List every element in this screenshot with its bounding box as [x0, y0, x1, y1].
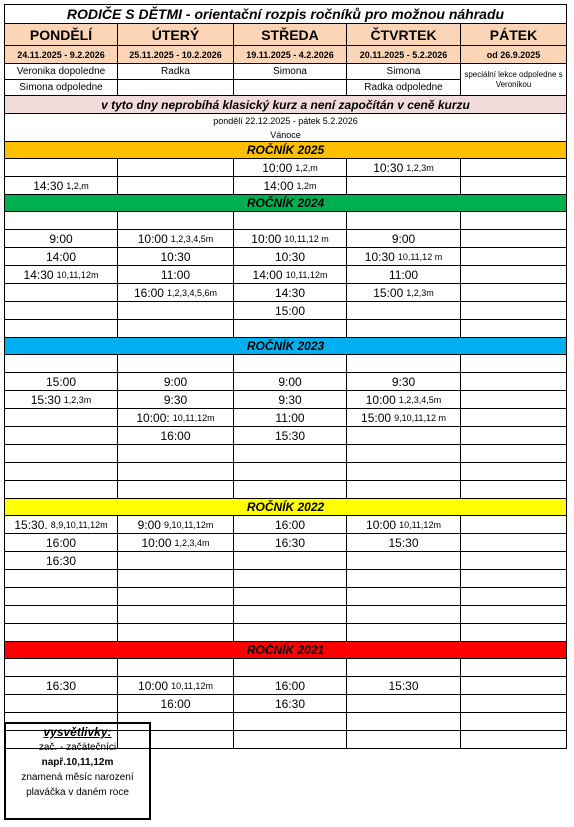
time-slot: [5, 355, 118, 373]
time-slot: [118, 159, 234, 177]
slot-time: 14:30: [274, 285, 306, 300]
time-slot: [347, 588, 461, 606]
slot-months: 1,2,3,4,5,6m: [166, 287, 218, 298]
slot-time: 9:30: [163, 392, 188, 407]
slot-time: 9:00: [278, 374, 302, 389]
time-slot: [347, 552, 461, 570]
time-slot: [347, 409, 461, 427]
slot-months: 1,2,3m: [63, 394, 92, 405]
time-slot: [461, 713, 566, 731]
time-slot: [347, 373, 461, 391]
time-slot: [234, 427, 347, 445]
slot-time: 14:30: [23, 267, 54, 282]
slot-time: 11:00: [160, 267, 191, 282]
holiday-name: Vánoce: [5, 128, 566, 142]
time-slot: [5, 659, 118, 677]
time-slot: [234, 445, 347, 463]
slot-months: 9,10,11,12m: [163, 519, 214, 530]
slot-months: 1,2,3,4m: [174, 537, 210, 548]
time-slot: [461, 570, 566, 588]
time-slot: [234, 355, 347, 373]
time-slot: [347, 606, 461, 624]
time-slot: [5, 248, 118, 266]
time-slot: [461, 373, 566, 391]
time-slot: [347, 159, 461, 177]
time-slot: [461, 427, 566, 445]
time-slot: [5, 677, 118, 695]
time-slot: [118, 624, 234, 642]
slot-time: 14:00: [263, 178, 294, 193]
slot-months: 10,11,12m: [172, 412, 215, 423]
time-slot: [461, 677, 566, 695]
time-slot: [234, 570, 347, 588]
time-slot: [234, 695, 347, 713]
slot-time: 14:30: [33, 178, 64, 193]
time-slot: [5, 230, 118, 248]
time-slot: [5, 266, 118, 284]
slot-months: 1,2,3m: [406, 287, 434, 298]
time-slot: [234, 552, 347, 570]
time-slot: [461, 659, 566, 677]
time-slot: [118, 230, 234, 248]
slot-time: 10:00: [138, 678, 169, 693]
day-header-wednesday: STŘEDA: [234, 24, 347, 46]
time-slot: [5, 445, 118, 463]
time-slot: [347, 391, 461, 409]
time-slot: [118, 302, 234, 320]
slot-time: 9:00: [49, 231, 73, 246]
time-slot: [118, 516, 234, 534]
time-slot: [5, 284, 118, 302]
slot-months: 8,9,10,11,12m: [50, 519, 108, 530]
time-slot: [118, 409, 234, 427]
time-slot: [118, 427, 234, 445]
time-slot: [461, 481, 566, 499]
time-slot: [461, 159, 566, 177]
time-slot: [234, 659, 347, 677]
slot-time: 16:00: [45, 535, 77, 550]
time-slot: [118, 534, 234, 552]
slot-time: 11:00: [388, 267, 419, 282]
time-slot: [234, 320, 347, 338]
time-slot: [234, 588, 347, 606]
slot-time: 14:00: [252, 267, 283, 282]
instructor-cell: Radka: [118, 64, 234, 80]
time-slot: [234, 409, 347, 427]
time-slot: [118, 695, 234, 713]
slot-time: 9:30: [278, 392, 302, 407]
slot-time: 10:00: [366, 517, 397, 532]
legend-title: vysvětlivky:: [43, 725, 112, 739]
slot-time: 10:30: [274, 249, 306, 264]
slot-months: 10,11,12 m: [284, 233, 329, 244]
slot-time: 16:30: [274, 696, 306, 711]
time-slot: [461, 409, 566, 427]
time-slot: [461, 552, 566, 570]
day-header-thursday: ČTVRTEK: [347, 24, 461, 46]
time-slot: [461, 606, 566, 624]
slot-time: 15:30: [274, 428, 306, 443]
time-slot: [118, 570, 234, 588]
year-header: ROČNÍK 2025: [5, 142, 566, 159]
slot-months: 10,11,12 m: [397, 251, 443, 262]
slot-time: 15:30: [388, 535, 419, 550]
time-slot: [347, 212, 461, 230]
slot-time: 15:30: [388, 678, 419, 693]
time-slot: [461, 445, 566, 463]
time-slot: [461, 534, 566, 552]
slot-time: 10:00: [251, 231, 282, 246]
time-slot: [461, 302, 566, 320]
time-slot: [118, 284, 234, 302]
slot-time: 15:00: [274, 303, 306, 318]
time-slot: [118, 320, 234, 338]
slot-time: 16:00: [133, 285, 164, 300]
slot-months: 1,2,m: [295, 162, 318, 173]
time-slot: [234, 248, 347, 266]
slot-time: 14:00: [45, 249, 77, 264]
time-slot: [461, 266, 566, 284]
time-slot: [347, 677, 461, 695]
slot-months: 1,2,m: [66, 180, 89, 191]
time-slot: [5, 409, 118, 427]
time-slot: [347, 320, 461, 338]
slot-time: 16:30: [45, 553, 77, 568]
time-slot: [347, 731, 461, 749]
time-slot: [347, 445, 461, 463]
instructor-cell: Simona odpoledne: [5, 80, 118, 96]
time-slot: [5, 624, 118, 642]
legend-box: [4, 722, 151, 820]
slot-months: 10,11,12m: [399, 519, 441, 530]
time-slot: [461, 588, 566, 606]
time-slot: [118, 677, 234, 695]
time-slot: [234, 534, 347, 552]
slot-time: 10:00: [141, 535, 172, 550]
time-slot: [461, 355, 566, 373]
schedule-table: [4, 4, 567, 749]
time-slot: [118, 212, 234, 230]
time-slot: [234, 391, 347, 409]
time-slot: [118, 248, 234, 266]
time-slot: [118, 177, 234, 195]
year-header: ROČNÍK 2024: [5, 195, 566, 212]
slot-time: 10:30: [364, 249, 395, 264]
time-slot: [234, 463, 347, 481]
time-slot: [5, 695, 118, 713]
holiday-notice: v tyto dny neprobíhá klasický kurz a není započítán v ceně kurzu: [5, 96, 566, 114]
time-slot: [234, 677, 347, 695]
time-slot: [118, 373, 234, 391]
time-slot: [5, 302, 118, 320]
slot-time: 15:00: [45, 374, 77, 389]
slot-time: 16:00: [160, 428, 191, 443]
holiday-dates: pondělí 22.12.2025 - pátek 5.2.2026: [213, 116, 358, 126]
time-slot: [118, 588, 234, 606]
instructor-cell: Simona: [234, 64, 347, 80]
time-slot: [5, 177, 118, 195]
legend-line: zač. - začátečníci: [38, 742, 117, 753]
time-slot: [118, 659, 234, 677]
instructor-cell: Simona: [347, 64, 461, 80]
time-slot: [5, 391, 118, 409]
time-slot: [347, 481, 461, 499]
slot-time: 16:30: [45, 678, 77, 693]
time-slot: [118, 552, 234, 570]
time-slot: [347, 177, 461, 195]
slot-time: 10:00: [262, 160, 293, 175]
slot-time: 15:30: [30, 392, 61, 407]
time-slot: [118, 391, 234, 409]
page-title: RODIČE S DĚTMI - orientační rozpis ročníků pro možnou náhradu: [5, 5, 566, 24]
time-slot: [234, 230, 347, 248]
time-slot: [347, 534, 461, 552]
year-header: ROČNÍK 2022: [5, 499, 566, 516]
instructor-cell: [234, 80, 347, 96]
slot-time: 16:00: [274, 517, 306, 532]
slot-time: 15:30.: [14, 517, 48, 532]
time-slot: [118, 266, 234, 284]
slot-time: 16:30: [274, 535, 306, 550]
slot-time: 9:00: [163, 374, 188, 389]
time-slot: [5, 570, 118, 588]
time-slot: [5, 534, 118, 552]
time-slot: [5, 606, 118, 624]
time-slot: [234, 159, 347, 177]
time-slot: [234, 481, 347, 499]
slot-months: 1,2,3,4,5m: [398, 394, 442, 405]
date-range-friday: od 26.9.2025: [461, 46, 566, 64]
time-slot: [234, 266, 347, 284]
slot-time: 15:00: [373, 285, 404, 300]
slot-months: 1,2m: [296, 180, 317, 191]
time-slot: [5, 552, 118, 570]
day-header-tuesday: ÚTERÝ: [118, 24, 234, 46]
slot-months: 1,2,3m: [406, 162, 434, 173]
slot-time: 9:00: [391, 231, 416, 246]
time-slot: [234, 373, 347, 391]
time-slot: [347, 624, 461, 642]
slot-time: 10:00:: [136, 410, 170, 425]
time-slot: [461, 212, 566, 230]
time-slot: [5, 320, 118, 338]
time-slot: [347, 570, 461, 588]
legend-line: znamená měsíc narození: [21, 772, 134, 783]
time-slot: [461, 391, 566, 409]
slot-time: 15:00: [361, 410, 392, 425]
slot-months: 10,11,12m: [285, 269, 328, 280]
day-header-monday: PONDĚLÍ: [5, 24, 118, 46]
date-range-wednesday: 19.11.2025 - 4.2.2026: [234, 46, 347, 64]
time-slot: [347, 427, 461, 445]
time-slot: [461, 516, 566, 534]
time-slot: [347, 266, 461, 284]
instructor-cell: Radka odpoledne: [347, 80, 461, 96]
legend-line: [6, 755, 149, 770]
day-header-friday: PÁTEK: [461, 24, 566, 46]
legend-example: např.10,11,12m: [41, 757, 114, 768]
time-slot: [347, 284, 461, 302]
time-slot: [118, 355, 234, 373]
slot-time: 16:00: [160, 696, 191, 711]
time-slot: [461, 248, 566, 266]
slot-time: 10:00: [137, 231, 168, 246]
time-slot: [461, 177, 566, 195]
time-slot: [234, 302, 347, 320]
time-slot: [347, 695, 461, 713]
slot-time: 11:00: [275, 410, 305, 425]
time-slot: [5, 588, 118, 606]
date-range-monday: 24.11.2025 - 9.2.2026: [5, 46, 118, 64]
time-slot: [234, 284, 347, 302]
date-range-thursday: 20.11.2025 - 5.2.2026: [347, 46, 461, 64]
time-slot: [461, 624, 566, 642]
time-slot: [461, 463, 566, 481]
time-slot: [5, 159, 118, 177]
time-slot: [234, 212, 347, 230]
time-slot: [118, 606, 234, 624]
time-slot: [5, 373, 118, 391]
slot-months: 10,11,12m: [56, 269, 99, 280]
slot-time: 10:30: [160, 249, 191, 264]
time-slot: [347, 516, 461, 534]
year-header: ROČNÍK 2021: [5, 642, 566, 659]
time-slot: [461, 731, 566, 749]
time-slot: [234, 516, 347, 534]
slot-months: 10,11,12m: [171, 680, 213, 691]
time-slot: [347, 230, 461, 248]
time-slot: [347, 355, 461, 373]
time-slot: [234, 713, 347, 731]
instructor-cell: [118, 80, 234, 96]
time-slot: [347, 463, 461, 481]
time-slot: [118, 463, 234, 481]
time-slot: [461, 284, 566, 302]
time-slot: [5, 481, 118, 499]
time-slot: [118, 445, 234, 463]
time-slot: [347, 713, 461, 731]
time-slot: [461, 320, 566, 338]
time-slot: [234, 606, 347, 624]
year-sections: [4, 142, 567, 749]
instructor-cell-special: speciální lekce odpoledne s Veronikou: [461, 64, 566, 96]
time-slot: [118, 481, 234, 499]
time-slot: [234, 624, 347, 642]
slot-months: 1,2,3,4,5m: [170, 233, 214, 244]
time-slot: [347, 248, 461, 266]
time-slot: [5, 427, 118, 445]
time-slot: [5, 516, 118, 534]
instructor-cell: Veronika dopoledne: [5, 64, 118, 80]
slot-time: 10:00: [365, 392, 396, 407]
slot-time: 10:30: [373, 160, 404, 175]
slot-months: 9,10,11,12 m: [394, 412, 446, 423]
date-range-tuesday: 25.11.2025 - 10.2.2026: [118, 46, 234, 64]
slot-time: 16:00: [274, 678, 306, 693]
slot-time: 9:30: [391, 374, 416, 389]
year-header: ROČNÍK 2023: [5, 338, 566, 355]
time-slot: [347, 302, 461, 320]
time-slot: [5, 463, 118, 481]
time-slot: [461, 230, 566, 248]
time-slot: [5, 212, 118, 230]
slot-time: 9:00: [137, 517, 161, 532]
time-slot: [347, 659, 461, 677]
time-slot: [234, 177, 347, 195]
time-slot: [234, 731, 347, 749]
legend-line: plaváčka v daném roce: [26, 787, 129, 798]
time-slot: [461, 695, 566, 713]
